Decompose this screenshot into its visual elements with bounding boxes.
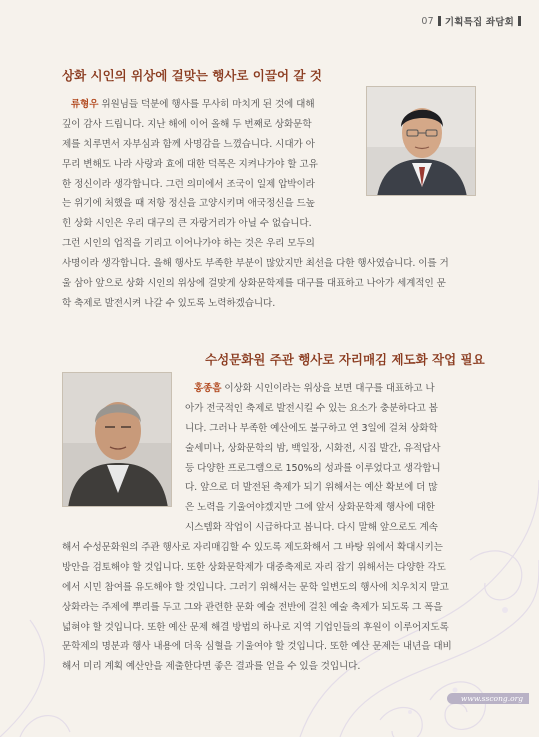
section2-paragraph-wide	[62, 538, 482, 677]
text-line: 울 삼아 앞으로 상화 시인의 위상에 걸맞게 상화문학제를 대구를 대표하고 나아가 세계적인 문	[62, 277, 446, 289]
text-line: 넓혀야 할 것입니다. 또한 예산 문제 해결 방법의 하나로 지역 기업인들의 후원이 이루어지도록	[62, 621, 449, 633]
page-header	[421, 14, 521, 28]
text-line: 사명이라 생각합니다. 올해 행사도 부족한 부분이 많았지만 최선을 다한 행사였습니다. 이를 거	[62, 258, 449, 269]
text-line: 는 위기에 처했을 때 저항 정신을 고양시키며 애국정신을 드높	[62, 198, 315, 210]
text-line: 학 축제로 발전시켜 나갈 수 있도록 노력하겠습니다.	[62, 297, 276, 309]
portrait-photo-ryu	[366, 86, 476, 196]
text-line: 은 노력을 기울여야겠지만 그에 앞서 상화문학제 행사에 대한	[185, 502, 435, 514]
section2-paragraph	[185, 379, 481, 538]
text-line: 힌 상화 시인은 우리 대구의 큰 자랑거리가 아닐 수 없습니다.	[62, 218, 312, 230]
portrait-photo-hong	[62, 372, 172, 507]
text-line: 홍종흠 이상화 시인이라는 위상을 보면 대구를 대표하고 나	[193, 383, 435, 394]
text-line: 방안을 검토해야 할 것입니다. 또한 상화문학제가 대중축제로 자리 잡기 위해서는 다양한 각도	[62, 561, 446, 573]
text-line: 아가 전국적인 축제로 발전시킬 수 있는 요소가 충분하다고 봅	[185, 402, 438, 414]
text-line: 등 다양한 프로그램으로 150%의 성과를 이루었다고 생각합니	[185, 462, 441, 474]
header-divider	[438, 16, 441, 26]
text-line: 문학제의 명분과 행사 내용에 더욱 심혈을 기울여야 할 것입니다. 또한 예산 문제는 내년을 대비	[62, 641, 452, 653]
text-line: 제를 치루면서 자부심과 함께 사명감을 느꼈습니다. 시대가 아	[62, 138, 315, 150]
speaker-name: 홍종흠	[193, 383, 222, 394]
text-line: 무리 변해도 나라 사랑과 효에 대한 덕목은 지켜나가야 할 고유	[62, 158, 318, 170]
text-line: 상화라는 주제에 뿌리를 두고 그와 관련한 문화 예술 전반에 걸친 예술 축제가 되도록 그 폭을	[62, 601, 443, 613]
text-line: 한 정신이라 생각합니다. 그런 의미에서 조국이 일제 압박이라	[62, 178, 315, 190]
text-line: 그런 시인의 업적을 기리고 이어나가야 하는 것은 우리 모두의	[62, 238, 315, 250]
text-line: 니다. 그러나 부족한 예산에도 불구하고 연 3일에 걸쳐 상화학	[185, 422, 438, 434]
section2-headline: 수성문화원 주관 행사로 자리매김 제도화 작업 필요	[205, 352, 485, 367]
text-line: 해서 미리 계획 예산안을 제출한다면 좋은 결과를 얻을 수 있을 것입니다.	[62, 661, 361, 673]
page-number: 07	[421, 15, 434, 27]
website-badge: www.sscong.org	[447, 693, 529, 704]
section1-paragraph	[62, 95, 358, 254]
text-line: 에서 시민 참여를 유도해야 할 것입니다. 그러기 위해서는 문학 일변도의 행사에 치우치지 말고	[62, 581, 449, 593]
speaker-name: 류형우	[70, 99, 99, 110]
section-title: 기획특집 좌담회	[444, 17, 514, 28]
text-line: 다. 앞으로 더 발전된 축제가 되기 위해서는 예산 확보에 더 많	[185, 482, 438, 494]
section1-paragraph-wide	[62, 254, 480, 314]
text-line: 류형우 위원님들 덕분에 행사를 무사히 마치게 된 것에 대해	[70, 99, 315, 110]
text-line: 깊이 감사 드립니다. 지난 해에 이어 올해 두 번째로 상화문학	[62, 118, 312, 130]
text-line: 시스템화 작업이 시급하다고 봅니다. 다시 말해 앞으로도 계속	[185, 522, 438, 534]
text-line: 술세미나, 상화문학의 밤, 백일장, 시화전, 시집 발간, 유적답사	[185, 442, 441, 454]
text-line: 해서 수성문화원의 주관 행사로 자리매김할 수 있도록 제도화해서 그 바탕 위에서 확대시키는	[62, 542, 443, 553]
section1-headline: 상화 시인의 위상에 걸맞는 행사로 이끌어 갈 것	[62, 68, 322, 83]
header-end-bar	[518, 16, 521, 26]
